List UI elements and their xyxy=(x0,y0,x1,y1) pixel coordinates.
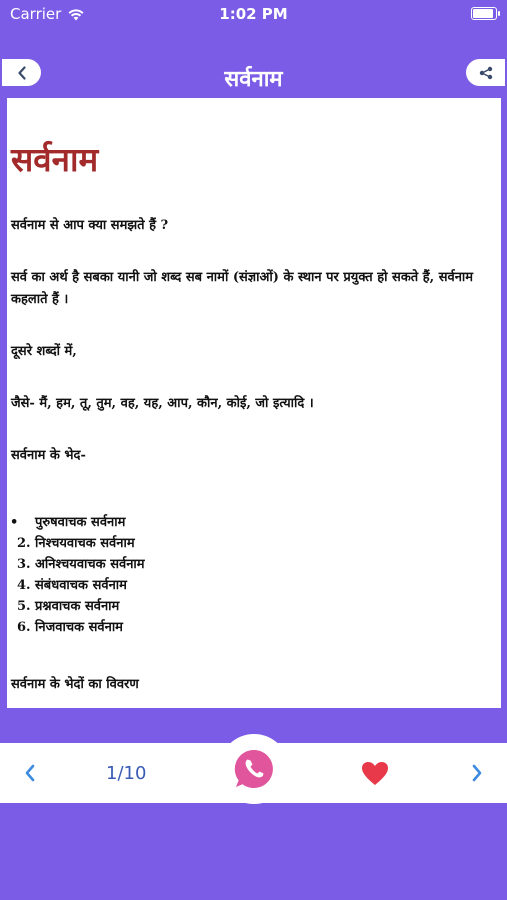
heart-icon xyxy=(361,761,389,787)
page-title: सर्वनाम xyxy=(224,67,283,92)
list-item-label: पुरुषवाचक सर्वनाम xyxy=(35,515,126,530)
list-marker: 2. xyxy=(17,536,31,551)
list-item xyxy=(11,554,497,575)
spacer xyxy=(11,363,497,393)
article-other-words: दूसरे शब्दों में, xyxy=(11,344,77,359)
spacer xyxy=(11,638,497,674)
list-marker: 4. xyxy=(17,578,31,593)
list-item xyxy=(11,617,497,638)
status-bar xyxy=(0,0,507,28)
article-heading: सर्वनाम xyxy=(11,140,99,179)
list-marker: 5. xyxy=(17,599,31,614)
whatsapp-share-button[interactable] xyxy=(233,748,275,790)
list-marker: 6. xyxy=(17,620,31,635)
favorite-button[interactable] xyxy=(361,761,389,787)
list-marker: • xyxy=(10,515,19,530)
previous-page-button[interactable] xyxy=(16,759,44,787)
list-item-label: निश्चयवाचक सर्वनाम xyxy=(35,536,135,551)
article-body xyxy=(7,136,501,696)
chevron-right-icon xyxy=(471,764,483,782)
list-item-label: निजवाचक सर्वनाम xyxy=(35,620,123,635)
list-item xyxy=(11,512,497,533)
types-list xyxy=(11,512,497,638)
list-item xyxy=(11,575,497,596)
article-definition: सर्व का अर्थ है सबका यानी जो शब्द सब नामों (संज्ञाओं) के स्थान पर प्रयुक्त हो सकते हैं, सर्वनाम कहलाते हैं । xyxy=(11,270,474,307)
spacer xyxy=(11,467,497,512)
page-indicator: 1/10 xyxy=(106,763,147,784)
article-types-heading: सर्वनाम के भेद- xyxy=(11,448,86,463)
spacer xyxy=(11,415,497,445)
whatsapp-icon xyxy=(233,748,275,790)
next-page-button[interactable] xyxy=(463,759,491,787)
spacer xyxy=(11,311,497,341)
nav-bar xyxy=(0,55,507,95)
chevron-left-icon xyxy=(24,764,36,782)
battery-icon xyxy=(471,7,497,20)
article-examples: जैसे- मैं, हम, तू, तुम, वह, यह, आप, कौन, कोई, जो इत्यादि । xyxy=(11,396,314,411)
list-marker: 3. xyxy=(17,557,31,572)
list-item-label: अनिश्चयवाचक सर्वनाम xyxy=(35,557,145,572)
status-time: 1:02 PM xyxy=(219,5,288,23)
article-content[interactable] xyxy=(7,98,501,708)
carrier-label: Carrier xyxy=(10,5,62,23)
list-item xyxy=(11,596,497,617)
article-question: सर्वनाम से आप क्या समझते हैं ? xyxy=(11,218,169,233)
list-item xyxy=(11,533,497,554)
share-icon xyxy=(479,66,493,80)
spacer xyxy=(11,237,497,267)
battery-level xyxy=(473,9,493,18)
list-item-label: संबंधवाचक सर्वनाम xyxy=(35,578,127,593)
list-item-label: प्रश्नवाचक सर्वनाम xyxy=(35,599,120,614)
share-button[interactable] xyxy=(466,59,505,86)
article-cut-off-text: सर्वनाम के भेदों का विवरण xyxy=(11,677,139,692)
